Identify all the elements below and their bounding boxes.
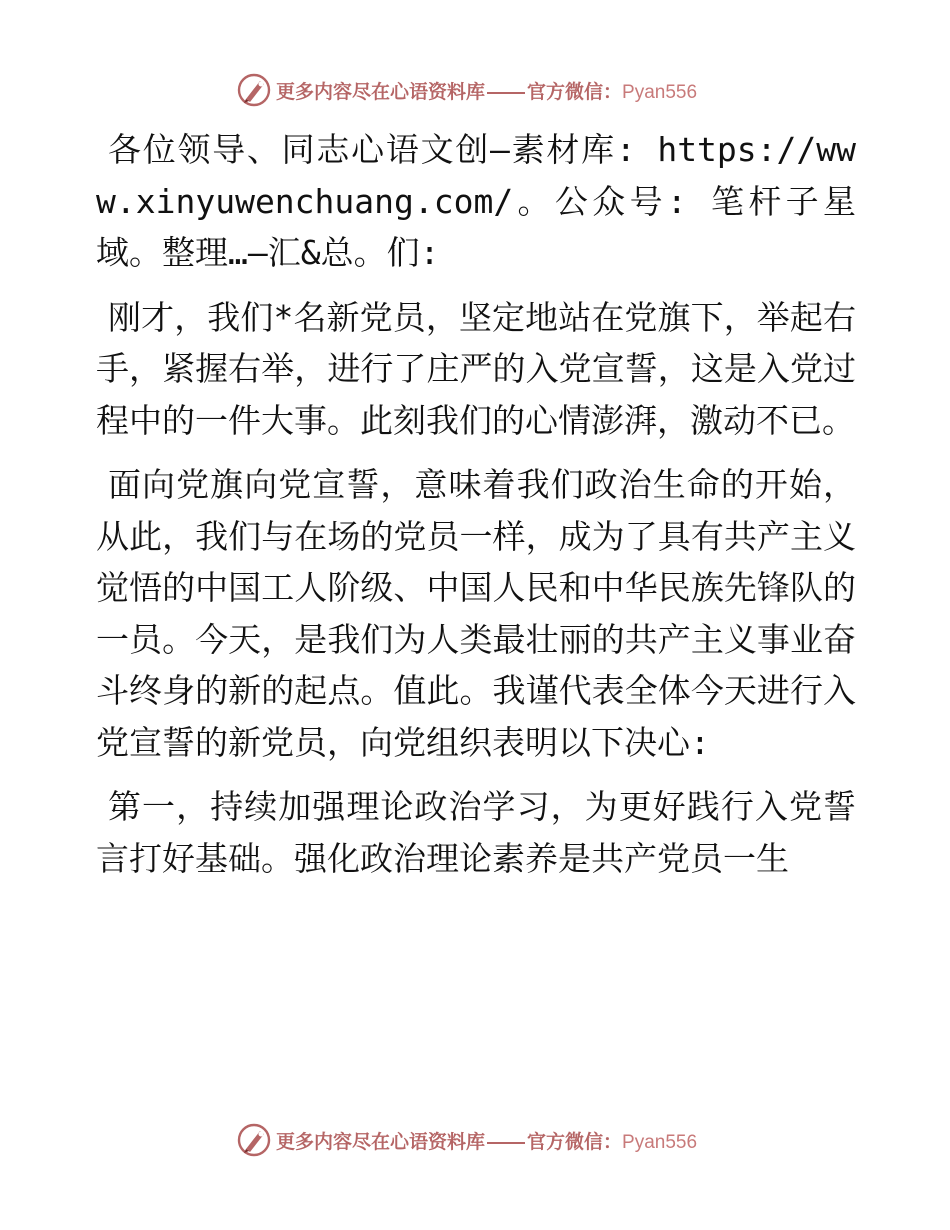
header-watermark bbox=[236, 70, 706, 110]
watermark-text: 更多内容尽在心语资料库 bbox=[276, 1130, 486, 1153]
watermark-dash bbox=[487, 1142, 525, 1144]
watermark-id: Pyan556 bbox=[622, 1131, 698, 1153]
document-body bbox=[96, 124, 856, 897]
watermark-label: 官方微信： bbox=[527, 80, 623, 103]
watermark-dash bbox=[487, 92, 525, 94]
watermark-id: Pyan556 bbox=[622, 81, 698, 103]
pen-logo-icon bbox=[236, 1122, 272, 1158]
footer-watermark bbox=[236, 1120, 706, 1160]
watermark-label: 官方微信： bbox=[527, 1130, 623, 1153]
paragraph-4: 第一，持续加强理论政治学习，为更好践行入党誓言打好基础。强化政治理论素养是共产党员一生 bbox=[96, 787, 856, 878]
paragraph-2: 刚才，我们*名新党员，坚定地站在党旗下，举起右手，紧握右举，进行了庄严的入党宣誓，这是入党过程中的一件大事。此刻我们的心情澎湃，激动不已。 bbox=[96, 297, 856, 440]
paragraph-1: 各位领导、同志心语文创—素材库: https://www.xinyuwenchuang.com/。公众号: 笔杆子星域。整理…—汇&总。们: bbox=[96, 130, 856, 272]
paragraph-3: 面向党旗向党宣誓，意味着我们政治生命的开始，从此，我们与在场的党员一样，成为了具有共产主义觉悟的中国工人阶级、中国人民和中华民族先锋队的一员。今天，是我们为人类最壮丽的共产主义事业奋斗终身的新的起点。值此。我谨代表全体今天进行入党宣誓的新党员，向党组织表明以下决心: bbox=[96, 465, 856, 762]
pen-logo-icon bbox=[236, 72, 272, 108]
watermark-text: 更多内容尽在心语资料库 bbox=[276, 80, 486, 103]
